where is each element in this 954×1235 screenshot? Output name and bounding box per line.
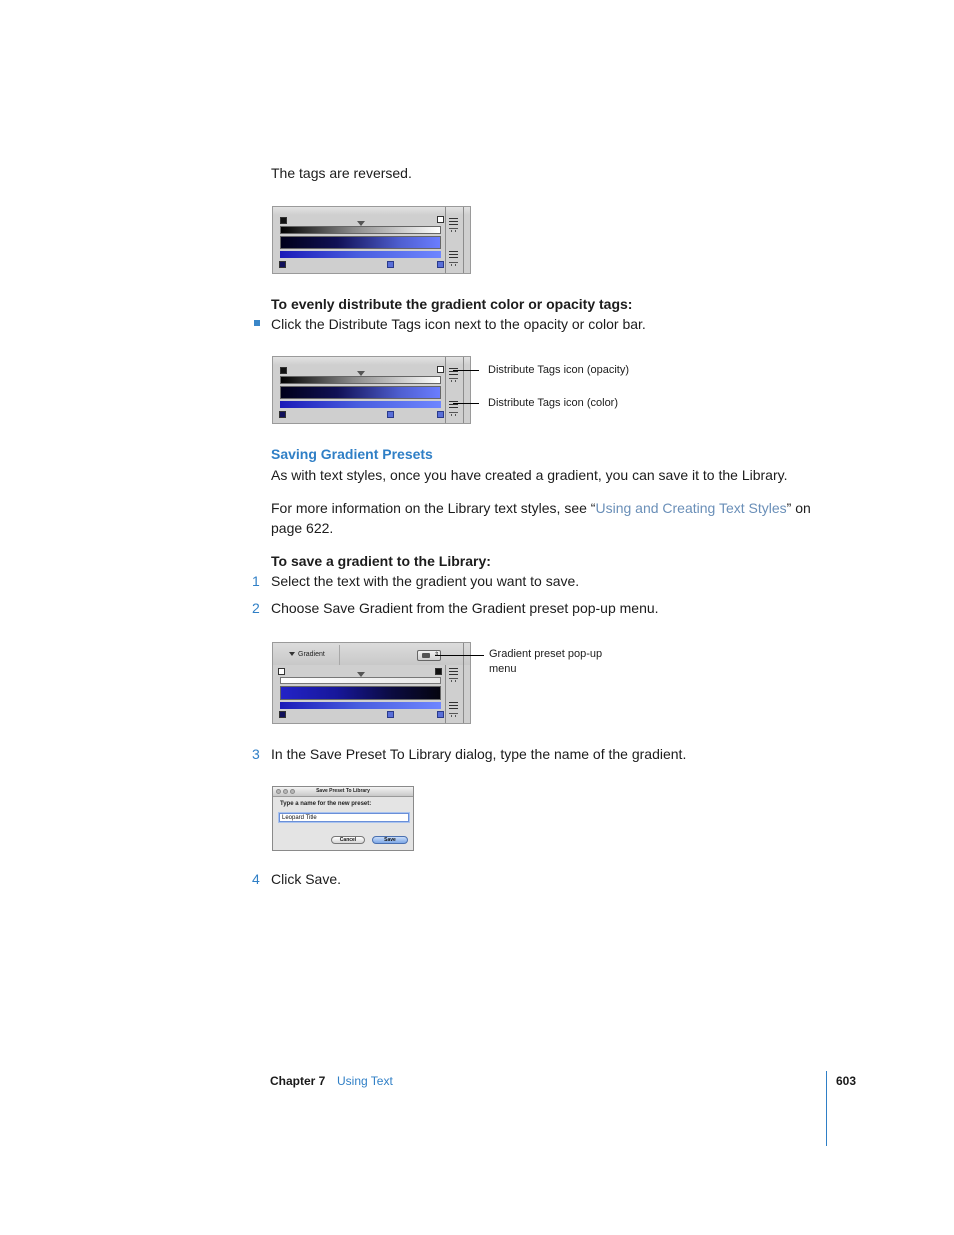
step-number-4: 4 <box>252 871 260 887</box>
section-heading-saving-presets: Saving Gradient Presets <box>271 446 433 462</box>
color-tag-right <box>437 711 444 718</box>
intro-text: The tags are reversed. <box>271 165 412 181</box>
opacity-tag-right <box>435 668 442 675</box>
distribute-tags-icon-opacity <box>449 668 458 675</box>
opacity-tag-left <box>278 668 285 675</box>
color-tag-middle <box>387 711 394 718</box>
opacity-bar <box>280 677 441 684</box>
gradient-editor-screenshot-reversed <box>272 206 471 274</box>
opacity-bar <box>280 376 441 384</box>
color-tag-left <box>279 411 286 418</box>
zoom-window-icon <box>290 789 295 794</box>
footer-chapter: Chapter 7 <box>270 1074 326 1088</box>
paragraph-more-info <box>271 498 831 518</box>
close-window-icon <box>276 789 281 794</box>
callout-line-color <box>453 403 479 404</box>
color-tag-left <box>279 261 286 268</box>
color-tag-right <box>437 261 444 268</box>
callout-distribute-opacity: Distribute Tags icon (opacity) <box>488 364 630 376</box>
para-text-before-link: For more information on the Library text styles, see “ <box>271 500 596 516</box>
color-tag-middle <box>387 261 394 268</box>
opacity-bar <box>280 226 441 234</box>
cancel-button[interactable]: Cancel <box>331 836 365 844</box>
color-bar <box>280 401 441 408</box>
footer-rule <box>826 1071 827 1146</box>
task-heading-save: To save a gradient to the Library: <box>271 553 491 569</box>
tag-options-icon <box>449 713 458 718</box>
tag-options-icon <box>449 678 458 683</box>
save-button[interactable]: Save <box>372 836 408 844</box>
minimize-window-icon <box>283 789 288 794</box>
page-number: 603 <box>836 1074 857 1088</box>
link-using-creating-text-styles[interactable]: Using and Creating Text Styles <box>595 500 787 516</box>
color-tag-right <box>437 411 444 418</box>
opacity-tag-left <box>280 367 287 374</box>
disclosure-triangle-icon <box>289 652 295 656</box>
step-text-2: Choose Save Gradient from the Gradient preset pop-up menu. <box>271 600 659 616</box>
preset-name-input[interactable]: Leopard Title <box>279 813 409 822</box>
gradient-preview-bar <box>280 236 441 249</box>
opacity-tag-right <box>437 216 444 223</box>
bullet-marker <box>254 320 260 326</box>
distribute-tags-icon-color <box>449 702 458 709</box>
preset-swatch-icon <box>422 653 430 658</box>
distribute-tags-icon-color <box>449 251 458 258</box>
color-bar <box>280 702 441 709</box>
tag-options-icon <box>449 378 458 383</box>
paragraph-more-info-line2: page 622. <box>271 520 334 536</box>
gradient-label: Gradient <box>298 651 325 658</box>
distribute-tags-icon-opacity <box>449 218 458 225</box>
dialog-prompt: Type a name for the new preset: <box>280 801 372 807</box>
paragraph-library-intro: As with text styles, once you have created a gradient, you can save it to the Library. <box>271 467 788 483</box>
step-text-4: Click Save. <box>271 871 342 887</box>
gradient-editor-screenshot-distribute <box>272 356 471 424</box>
step-number-3: 3 <box>252 746 260 762</box>
task-heading-distribute: To evenly distribute the gradient color or opacity tags: <box>271 296 633 312</box>
callout-gradient-preset-line1: Gradient preset pop-up <box>489 648 603 660</box>
footer-chapter-title[interactable]: Using Text <box>337 1074 393 1088</box>
opacity-tag-left <box>280 217 287 224</box>
gradient-preview-bar <box>280 686 441 700</box>
step-number-1: 1 <box>252 573 260 589</box>
dialog-title: Save Preset To Library <box>273 787 413 797</box>
callout-distribute-color: Distribute Tags icon (color) <box>488 397 619 409</box>
callout-line-opacity <box>453 370 479 371</box>
callout-line-preset <box>435 655 484 656</box>
color-tag-middle <box>387 411 394 418</box>
save-preset-dialog-screenshot <box>272 786 414 851</box>
gradient-preview-bar <box>280 386 441 399</box>
step-text-1: Select the text with the gradient you want to save. <box>271 573 580 589</box>
color-tag-left <box>279 711 286 718</box>
step-text-3: In the Save Preset To Library dialog, type the name of the gradient. <box>271 746 687 762</box>
tag-options-icon <box>449 262 458 267</box>
bullet-text: Click the Distribute Tags icon next to the opacity or color bar. <box>271 316 646 332</box>
tag-options-icon <box>449 228 458 233</box>
step-number-2: 2 <box>252 600 260 616</box>
color-bar <box>280 251 441 258</box>
divider <box>339 645 340 665</box>
tag-options-icon <box>449 412 458 417</box>
callout-gradient-preset-line2: menu <box>489 663 517 675</box>
opacity-tag-right <box>437 366 444 373</box>
para-text-after-link: ” on <box>786 500 811 516</box>
